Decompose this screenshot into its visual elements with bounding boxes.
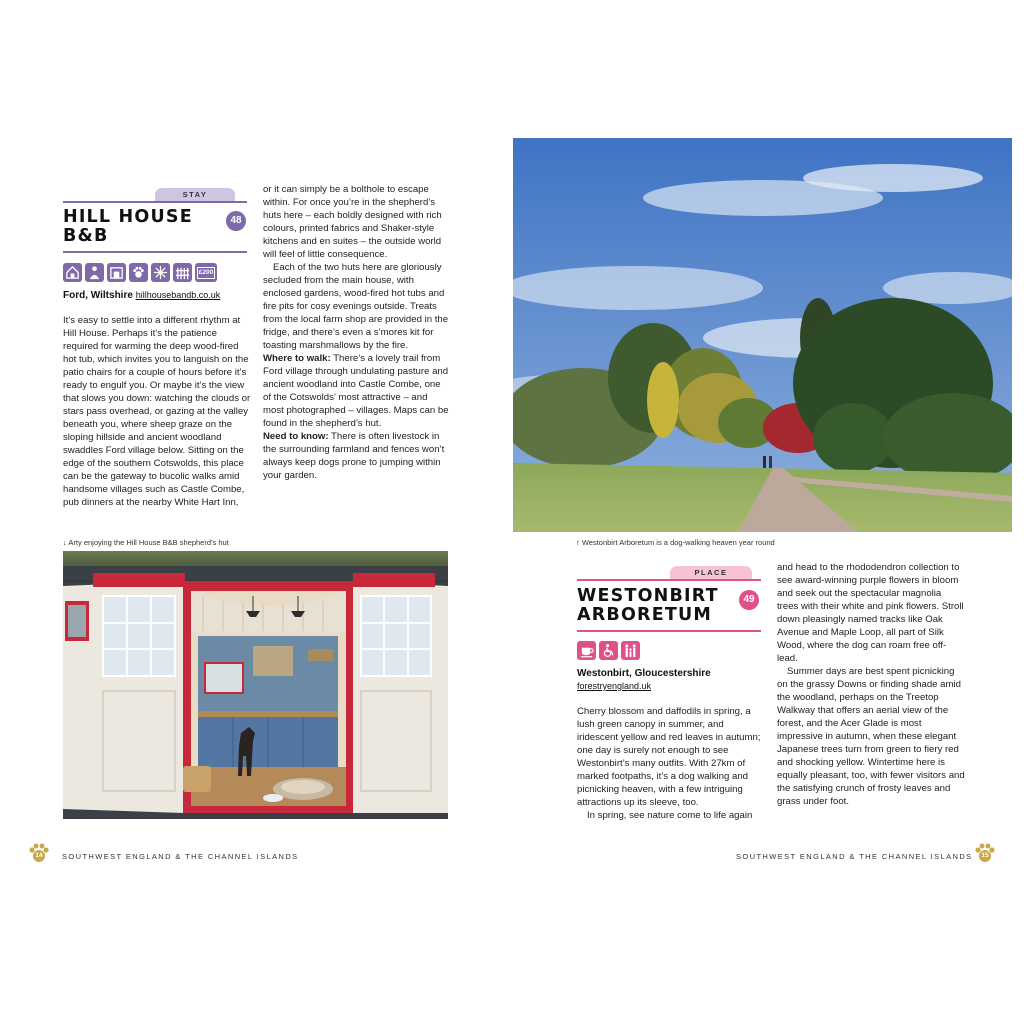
where-to-walk-text: There’s a lovely trail from Ford village through undulating pasture and ancient woodland into Castle Combe, one of the Cotswolds’ most attractive – and most photographed – villages. Maps can be found in the shepherd’s hut. <box>263 353 449 429</box>
need-to-know-paragraph <box>263 430 449 482</box>
need-to-know-label: Need to know: <box>263 431 329 442</box>
intro-paragraph: It’s easy to settle into a different rhythm at Hill House. Perhaps it’s the patience required for warming the deep wood-fired hot tub, which invites you to languish on the patio chairs for a couple of hours before it’s ready to engulf you. Or maybe it’s the view that slows you down: watching the clouds or stars pass overhead, or gazing at the valley beneath you, where sheep graze on the sloping hillside and ancient woodland swaddles Ford village below. Sitting on the edge of the southern Cotswolds, this place can be the gateway to bucolic walks amid handsome villages such as Castle Combe, pub dinners at the nearby White Hart Inn, <box>63 315 251 508</box>
amenity-icons <box>63 263 220 282</box>
stay-tag: STAY <box>155 188 235 201</box>
shepherds-hut-photo <box>63 551 448 819</box>
location-text: Ford, Wiltshire <box>63 290 133 301</box>
amenity-icons <box>577 641 643 660</box>
right-footer-text: SOUTHWEST ENGLAND & THE CHANNEL ISLANDS <box>736 852 973 861</box>
pet-owner-icon <box>85 263 104 282</box>
title-rule <box>577 579 761 581</box>
fireplace-icon <box>107 263 126 282</box>
left-column-1 <box>63 314 251 509</box>
left-column-2 <box>263 183 449 482</box>
hut-photo-caption: ↓ Arty enjoying the Hill House B&B shepherd’s hut <box>63 538 229 547</box>
cafe-icon <box>577 641 596 660</box>
right-column-1 <box>577 705 763 822</box>
hill-house-title: HILL HOUSE B&B <box>63 207 193 246</box>
left-footer-text: SOUTHWEST ENGLAND & THE CHANNEL ISLANDS <box>62 852 299 861</box>
right-page-number: 15 <box>981 852 989 859</box>
location-line <box>577 667 711 693</box>
westonbirt-title: WESTONBIRT ARBORETUM <box>577 586 719 625</box>
paragraph: Summer days are best spent picnicking on the grassy Downs or finding shade amid the woodland, perhaps on the Treetop Walkway that offers an aerial view of the forest, and the Acer Glade is most impressive in autumn, when these elegant Japanese trees turn from green to fiery red and shocking yellow. Wintertime here is equally pleasant, too, with fewer visitors and the satisfying crunch of frosty leaves and grass under foot. <box>777 666 965 807</box>
paragraph: Each of the two huts here are gloriously secluded from the main house, with enclosed gardens, wood-fired hot tubs and fire pits for cosy evenings outside. Treats from the local farm shop are provided in the fridge, and there’s even a s’mores kit for toasting marshmallows by the fire. <box>263 262 449 351</box>
place-tag: PLACE <box>670 566 752 579</box>
arboretum-photo <box>513 138 1012 532</box>
title-rule <box>63 201 247 203</box>
arboretum-photo-caption: ↑ Westonbirt Arboretum is a dog-walking heaven year round <box>576 538 775 547</box>
right-column-2 <box>777 561 965 808</box>
title-rule-bottom <box>63 251 247 253</box>
location-line <box>63 290 220 301</box>
left-page-number: 14 <box>35 852 43 859</box>
entry-number-badge: 48 <box>226 211 246 231</box>
entry-number-badge: 49 <box>739 590 759 610</box>
paragraph: Cherry blossom and daffodils in spring, a lush green canopy in summer, and iridescent yellow and red leaves in autumn; one day is surely not enough to see Westonbirt’s many outfits. With 27km of marked footpaths, it’s a dog walking and picnicking heaven, with a few intriguing attractions up its sleeve, too. <box>577 706 761 808</box>
snowflake-icon <box>151 263 170 282</box>
website-link[interactable]: forestryengland.uk <box>577 681 652 691</box>
location-text: Westonbirt, Gloucestershire <box>577 668 711 679</box>
price-icon <box>195 263 217 282</box>
need-to-know-text: There is often livestock in the surrounding farmland and fences won’t always keep dogs prone to jumping within your garden. <box>263 431 445 481</box>
fence-icon <box>173 263 192 282</box>
title-rule-bottom <box>577 630 761 632</box>
paragraph: or it can simply be a bolthole to escape within. For once you’re in the shepherd’s huts here – each boldly designed with rich colours, printed fabrics and Shaker-style kitchens and en suites – the outside world will feel of little consequence. <box>263 184 442 260</box>
paragraph: In spring, see nature come to life again <box>587 810 753 821</box>
price-label: £200 <box>197 267 215 279</box>
wheelchair-icon <box>599 641 618 660</box>
paragraph: and head to the rhododendron collection to see award-winning purple flowers in bloom and seek out the spectacular magnolia trees with their white and pink flowers. Stroll down pleasingly named tracks like Oak Avenue and Maple Loop, all part of Silk Wood, where the dog can roam free off-lead. <box>777 562 964 664</box>
where-to-walk-label: Where to walk: <box>263 353 331 364</box>
pawprint-icon <box>129 263 148 282</box>
website-link[interactable]: hillhousebandb.co.uk <box>135 290 221 300</box>
where-to-walk-paragraph <box>263 352 449 430</box>
house-icon <box>63 263 82 282</box>
family-icon <box>621 641 640 660</box>
